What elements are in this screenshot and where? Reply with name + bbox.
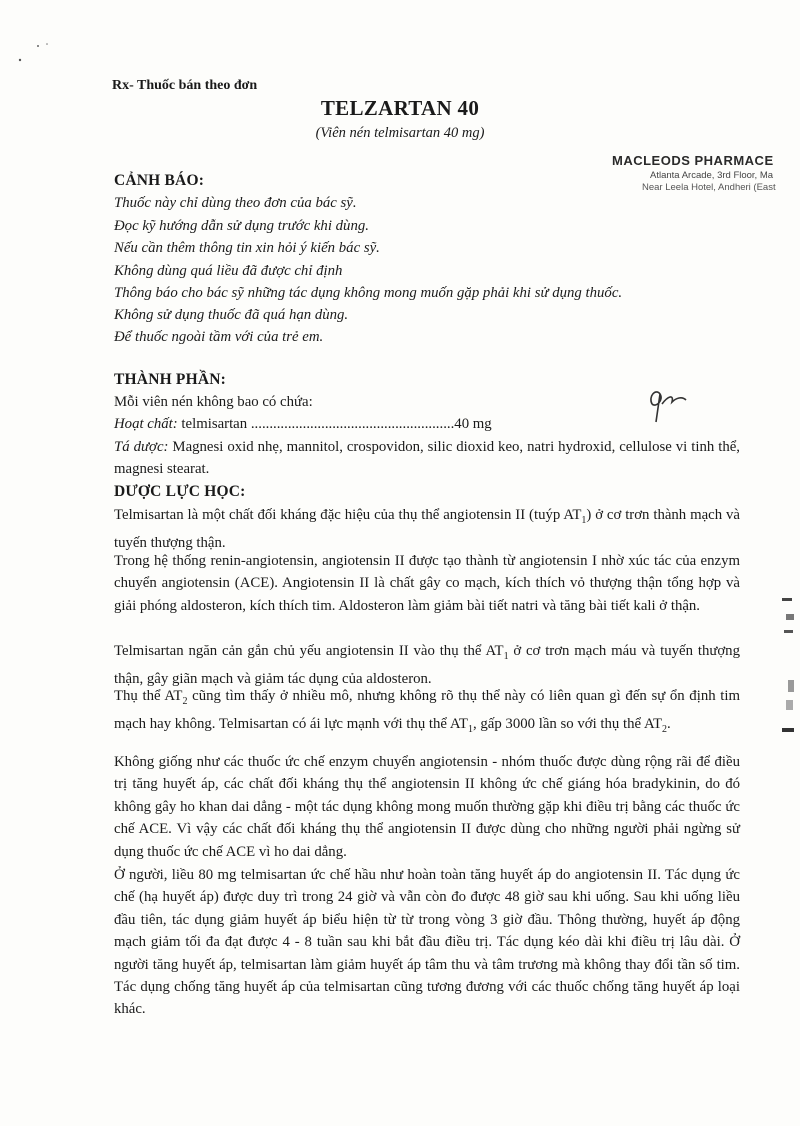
manufacturer-address-2: Near Leela Hotel, Andheri (East xyxy=(642,182,776,193)
active-ingredient-line xyxy=(114,416,492,433)
composition-intro: Mỗi viên nén không bao có chứa: xyxy=(114,394,313,410)
signature-mark xyxy=(642,382,690,426)
prescription-label: Rx- Thuốc bán theo đơn xyxy=(112,78,258,93)
manufacturer-stamp xyxy=(612,153,776,193)
warning-line: Không sử dụng thuốc đã quá hạn dùng. xyxy=(114,307,349,323)
warning-line: Để thuốc ngoài tầm với của trẻ em. xyxy=(114,329,324,345)
warning-line: Đọc kỹ hướng dẫn sử dụng trước khi dùng. xyxy=(114,218,369,234)
pd-paragraph-1: Telmisartan là một chất đối kháng đặc hiệu của thụ thể angiotensin II (tuýp $AT_1$) ở cơ trơn thành mạch và tuyến thượng thận. xyxy=(114,507,740,552)
warning-line: Thuốc này chỉ dùng theo đơn của bác sỹ. xyxy=(114,195,357,211)
manufacturer-name: MACLEODS PHARMACE xyxy=(612,153,774,168)
warning-heading: CẢNH BÁO: xyxy=(114,172,205,189)
excipients-paragraph xyxy=(114,436,740,481)
composition-heading: THÀNH PHẦN: xyxy=(114,371,226,388)
active-label: Hoạt chất: xyxy=(114,416,178,432)
warning-line: Thông báo cho bác sỹ những tác dụng không mong muốn gặp phải khi sử dụng thuốc. xyxy=(114,285,623,301)
pd-paragraph-3: Telmisartan ngăn cản gắn chủ yếu angiotensin II vào thụ thể $AT_1$ ở cơ trơn mạch máu và tuyến thượng thận, gây giãn mạch và giảm tác dụng của aldosteron. xyxy=(114,643,740,688)
excipients-text: Magnesi oxid nhẹ, mannitol, crospovidon, silic dioxid keo, natri hydroxid, cellulose vi tinh thể, magnesi stearat. xyxy=(114,439,740,478)
pd-paragraph-2: Trong hệ thống renin-angiotensin, angiotensin II được tạo thành từ angiotensin I nhờ xúc tác của enzym chuyển angiotensin (ACE). Angiotensin II là chất gây co mạch, kích thích vỏ thượng thận tổng hợp và giải phóng aldosteron, kích thích tim. Aldosteron làm giảm bài tiết natri và tăng bài tiết kali ở thận. xyxy=(114,553,740,614)
excipients-label: Tá dược: xyxy=(114,439,169,455)
pd-paragraph-5: Không giống như các thuốc ức chế enzym chuyển angiotensin - nhóm thuốc được dùng rộng rãi để điều trị tăng huyết áp, các chất đối kháng thụ thể angiotensin II không ức chế giáng hóa bradykinin, do đó không gây ho khan dai dẳng - một tác dụng không mong muốn thường gặp khi điều trị bằng các thuốc ức chế ACE. Vì vậy các chất đối kháng thụ thể angiotensin II được dùng cho những người phải ngừng sử dụng thuốc ức chế ACE vì ho dai dẳng. xyxy=(114,754,740,860)
pd-paragraph-6: Ở người, liều 80 mg telmisartan ức chế hầu như hoàn toàn tăng huyết áp do angiotensin II. Tác dụng ức chế (hạ huyết áp) được duy trì trong 24 giờ và vẫn còn đo được 48 giờ sau khi uống. Sau khi uống liều đầu tiên, tác dụng giảm huyết áp biểu hiện từ từ trong vòng 3 giờ đầu. Thông thường, huyết áp động mạch giảm tối đa đạt được 4 - 8 tuần sau khi bắt đầu điều trị. Tác dụng kéo dài khi điều trị lâu dài. Ở người tăng huyết áp, telmisartan làm giảm huyết áp tâm thu và tâm trương mà không thay đổi tần số tim. Tác dụng chống tăng huyết áp của telmisartan cũng tương đương với các thuốc chống tăng huyết áp loại khác. xyxy=(114,867,740,1018)
pharmacodynamics-heading: DƯỢC LỰC HỌC: xyxy=(114,483,246,500)
warning-line: Không dùng quá liều đã được chỉ định xyxy=(114,263,343,279)
product-subtitle: (Viên nén telmisartan 40 mg) xyxy=(315,125,485,141)
pd-paragraph-4: Thụ thể $AT_2$ cũng tìm thấy ở nhiều mô, nhưng không rõ thụ thể này có liên quan gì đến sự ổn định tim mạch hay không. Telmisartan có ái lực mạnh với thụ thể $AT_1$, gấp 3000 lần so với thụ thể $AT_2$. xyxy=(114,688,740,736)
product-title: TELZARTAN 40 xyxy=(320,96,480,120)
manufacturer-address-1: Atlanta Arcade, 3rd Floor, Ma xyxy=(650,170,774,181)
active-text: telmisartan .......................................................40 mg xyxy=(177,416,492,432)
warning-line: Nếu cần thêm thông tin xin hỏi ý kiến bác sỹ. xyxy=(114,240,380,256)
handwritten-initials xyxy=(642,382,690,433)
